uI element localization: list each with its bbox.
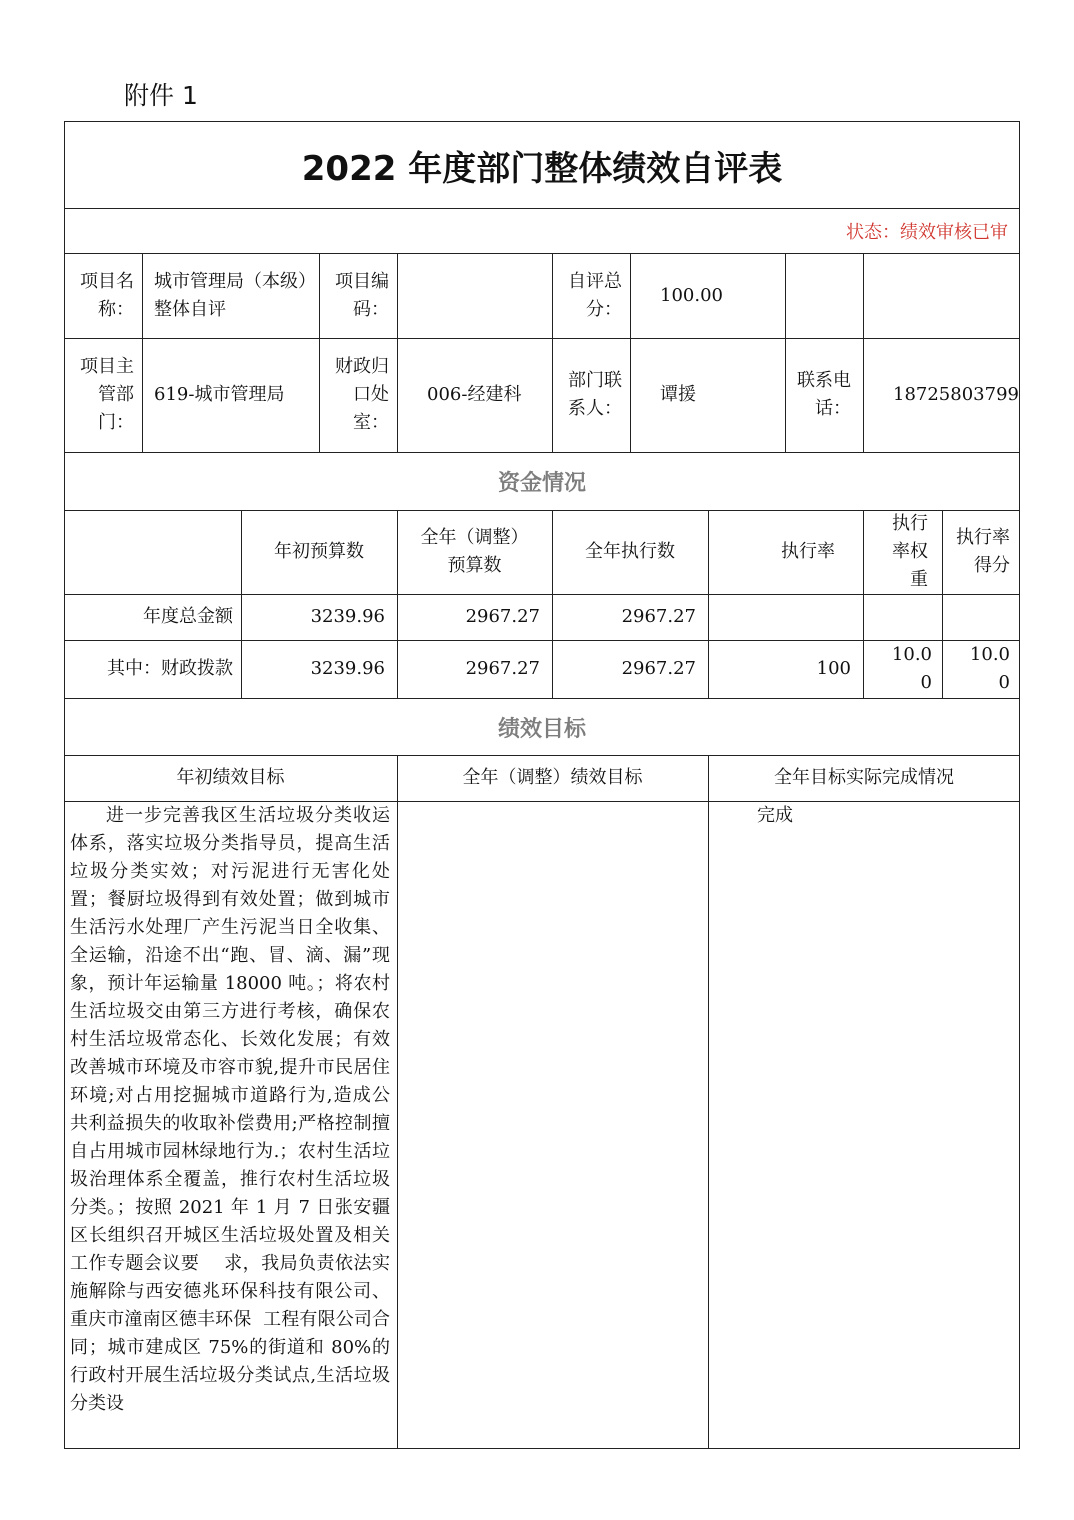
project-code-label: 项目编码： [335,270,389,320]
header-adjusted-budget: 全年（调整）预算数 [420,527,529,576]
fiscal-score: 10.00 [969,644,1010,693]
fiscal-budget: 3239.96 [310,658,385,679]
fiscal-weight: 10.00 [891,644,932,693]
funds-section-title: 资金情况 [497,471,586,496]
total-score [942,594,1020,640]
self-score-label: 自评总分： [568,270,622,320]
finance-office-value: 006-经建科 [427,384,522,405]
fiscal-executed: 2967.27 [621,658,696,679]
header-rate-score: 执行率得分 [956,527,1010,576]
col-divider [708,755,709,1448]
contact-label: 部门联系人： [568,370,622,419]
fiscal-rate: 100 [816,658,851,679]
total-budget: 3239.96 [310,606,385,627]
total-weight [863,594,942,640]
header-initial-budget: 年初预算数 [274,541,364,562]
header-exec-rate: 执行率 [781,541,835,562]
header-actual-completion: 全年目标实际完成情况 [774,767,954,788]
project-name-label: 项目名称： [80,270,134,320]
row-label-fiscal: 其中：财政拨款 [107,658,233,679]
actual-completion-text: 完成 [757,805,793,826]
attachment-label: 附件 1 [124,81,198,110]
adjusted-goal-text [404,802,704,830]
finance-office-label: 财政归口处室： [335,356,389,433]
self-score-value: 100.00 [660,284,723,306]
total-rate [708,594,863,640]
dept-value: 619-城市管理局 [154,384,285,405]
goals-section-title: 绩效目标 [497,716,586,742]
project-name-value: 城市管理局（本级）整体自评 [154,270,307,320]
contact-value: 谭援 [660,384,696,405]
dept-label: 项目主管部门： [80,356,134,433]
header-initial-goal: 年初绩效目标 [176,767,285,788]
row-label-total: 年度总金额 [143,606,233,627]
total-adjusted: 2967.27 [465,606,540,627]
total-executed: 2967.27 [621,606,696,627]
project-code-value [397,253,552,338]
fiscal-adjusted: 2967.27 [465,658,540,679]
phone-value: 18725803799 [893,384,1019,405]
initial-goal-text: 进一步完善我区生活垃圾分类收运体系，落实垃圾分类指导员，提高生活垃圾分类实效；对污泥进行无害化处置；餐厨垃圾得到有效处置；做到城市生活污水处理厂产生污泥当日全收集、全运输，沿途不出“跑、冒、滴、漏”现象，预计年运输量 18000 吨。；将农村生活垃圾交由第三方进行考核，确保农村生活垃圾常态化、长效化发展；有效改善城市环境及市容市貌,提升市民居住环境;对占用挖掘城市道路行为,造成公 共利益损失的收取补偿费用;严格控制擅自占用城市园林绿地行为.；农村生活垃圾治理体系全覆盖，推行农村生活垃圾分类。；按照 2021 年 1 月 7 日张安疆区长组织召开城区生活垃圾处置及相关工作专题会议要 求，我局负责依法实施解除与西安德兆环保科技有限公司、重庆市潼南区德丰环保 工程有限公司合同；城市建成区 75%的街道和 80%的行政村开展生活垃圾分类试点,生活垃圾分类设 [70,805,402,1414]
status-badge: 状态：绩效审核已审 [846,222,1008,243]
header-executed: 全年执行数 [585,541,675,562]
phone-label: 联系电话： [797,370,851,419]
header-rate-weight: 执行率权重 [892,513,928,590]
header-adjusted-goal: 全年（调整）绩效目标 [462,767,643,788]
page-title: 2022 年度部门整体绩效自评表 [301,148,783,189]
